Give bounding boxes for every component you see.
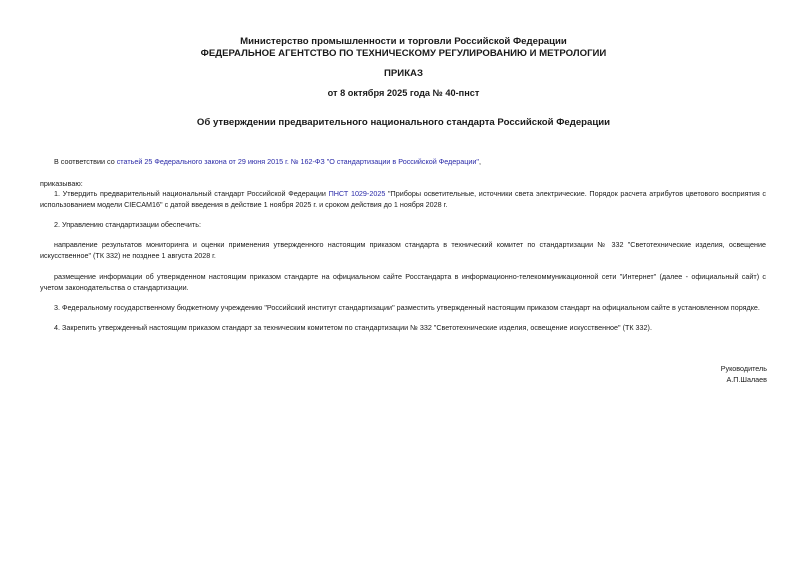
- item-2-a-text: направление результатов мониторинга и оценки применения утвержденного настоящим приказом стандарта в технический комитет по стандартизации № 332 "Светотехнические изделия, освещение искусственное" (ТК 332) не позднее 1 августа 2028 г.: [40, 240, 766, 260]
- document-subject: Об утверждении предварительного национального стандарта Российской Федерации: [196, 117, 611, 128]
- item-1: [40, 188, 766, 210]
- agency-heading: ФЕДЕРАЛЬНОЕ АГЕНТСТВО ПО ТЕХНИЧЕСКОМУ РЕГУЛИРОВАНИЮ И МЕТРОЛОГИИ: [200, 48, 607, 59]
- law-link[interactable]: статьей 25 Федерального закона от 29 июня 2015 г. № 162-ФЗ "О стандартизации в Российской Федерации": [116, 157, 479, 166]
- item-3-text: 3. Федеральному государственному бюджетному учреждению "Российский институт стандартизации" разместить утвержденный настоящим приказом стандарт на официальном сайте в установленном порядке.: [54, 303, 760, 312]
- item-1-suffix: "Приборы осветительные, источники света электрические. Порядок расчета атрибутов цветового восприятия с использованием модели CIECAM16" с датой введения в действие 1 ноября 2025 г. и сроком действия до 1 ноября 2028 г.: [40, 189, 766, 209]
- preamble: [40, 156, 766, 167]
- item-2-b: [40, 271, 766, 293]
- signature-block: [721, 363, 767, 385]
- preamble-prefix: В соответствии со: [54, 157, 117, 166]
- ministry-heading: Министерство промышленности и торговли Российской Федерации: [240, 36, 567, 47]
- preamble-suffix: ,: [478, 157, 481, 166]
- date-number: от 8 октября 2025 года № 40-пнст: [327, 88, 480, 98]
- item-2-text: 2. Управлению стандартизации обеспечить:: [54, 220, 201, 229]
- signer-name: А.П.Шалаев: [726, 375, 767, 384]
- item-2-a: [40, 239, 766, 261]
- item-4-text: 4. Закрепить утвержденный настоящим приказом стандарт за техническим комитетом по стандартизации № 332 "Светотехнические изделия, освещение искусственное" (ТК 332).: [54, 323, 652, 332]
- item-4: [40, 322, 766, 333]
- item-3: [40, 302, 766, 313]
- item-2: [40, 219, 766, 230]
- order-word-text: приказываю:: [40, 179, 83, 188]
- item-1-prefix: 1. Утвердить предварительный национальный стандарт Российской Федерации: [54, 189, 329, 198]
- signer-title: Руководитель: [720, 364, 767, 373]
- standard-link[interactable]: ПНСТ 1029-2025: [328, 189, 386, 198]
- item-2-b-text: размещение информации об утвержденном настоящим приказом стандарте на официальном сайте Росстандарта в информационно-телекоммуникационной сети "Интернет" (далее - официальный сайт) с учетом законодательства о стандартизации.: [40, 272, 766, 292]
- document-type: ПРИКАЗ: [384, 68, 423, 79]
